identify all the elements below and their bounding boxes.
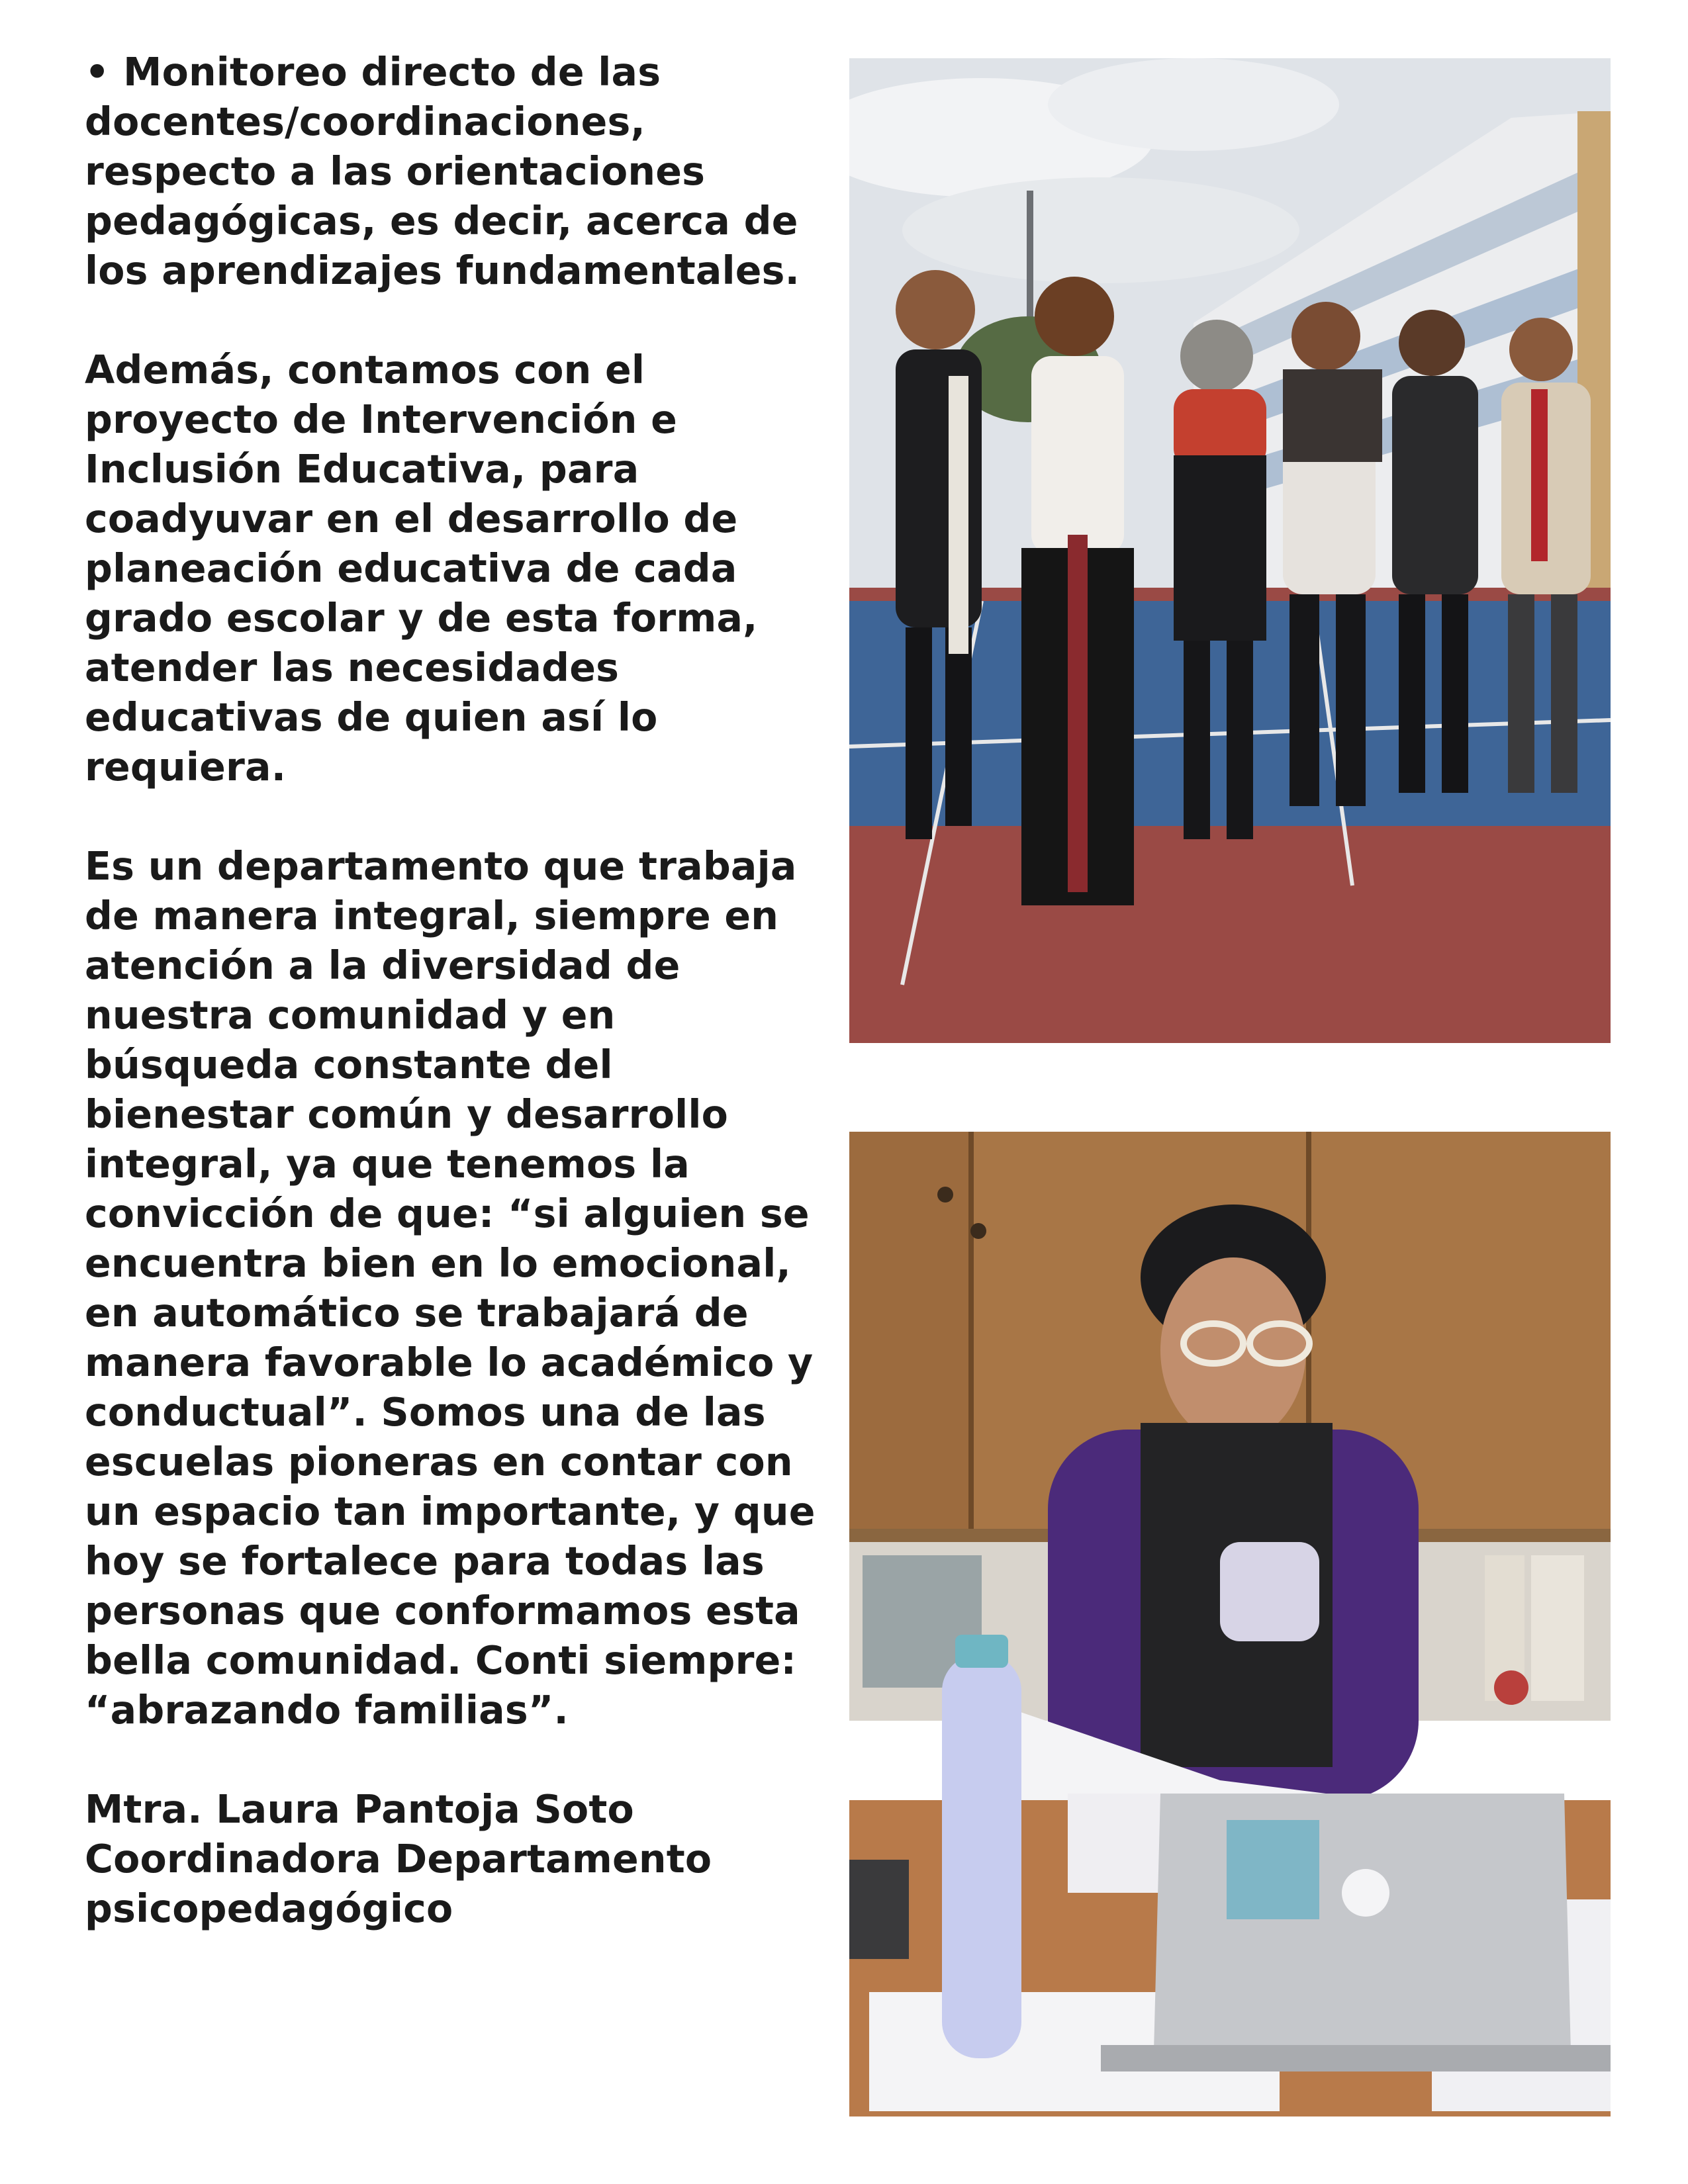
signature-name: Mtra. Laura Pantoja Soto [85, 1787, 634, 1832]
photo-group-teachers [849, 58, 1611, 1043]
article-text [85, 48, 833, 1934]
signature [85, 1785, 833, 1934]
paragraph-inclusion-project: Además, contamos con el proyecto de Intervención e Inclusión Educativa, para coadyuvar en el desarrollo de planeación educativa de cada grado escolar y de esta forma, atender las necesidades educativas de quien así lo requiera. [85, 347, 758, 790]
paragraph-monitoring: • Monitoreo directo de las docentes/coordinaciones, respecto a las orientaciones pedagógicas, es decir, acerca de los aprendizajes fundamentales. [85, 50, 800, 293]
desk-photo-illustration [849, 1132, 1611, 2116]
group-photo-illustration [849, 58, 1611, 1043]
photo-coordinator-desk [849, 1132, 1611, 2116]
signature-role: Coordinadora Departamento psicopedagógico [85, 1837, 712, 1931]
paragraph-department: Es un departamento que trabaja de manera integral, siempre en atención a la diversidad de nuestra comunidad y en búsqueda constante del bienestar común y desarrollo integral, ya que tenemos la convicción de que: “si alguien se encuentra bien en lo emocional, en automático se trabajará de manera favorable lo académico y conductual”. Somos una de las escuelas pioneras en contar con un espacio tan importante, y que hoy se fortalece para todas las personas que conformamos esta bella comunidad. Conti siempre: “abrazando familias”. [85, 844, 816, 1733]
